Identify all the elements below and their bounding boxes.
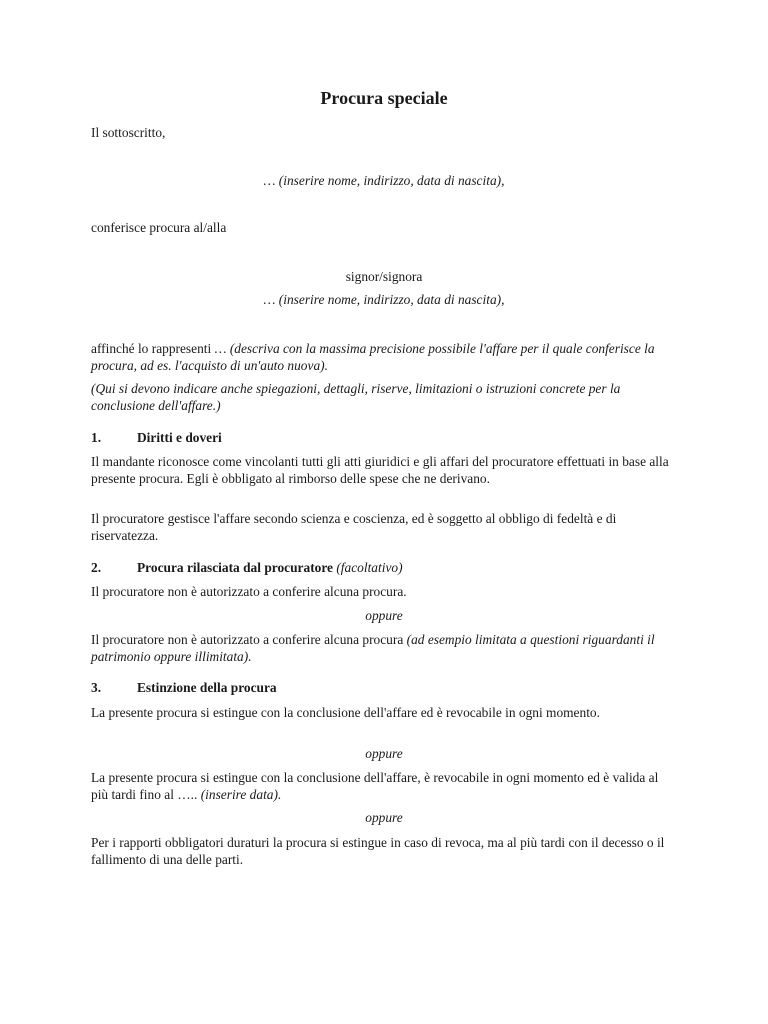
section-1-paragraph-1: Il mandante riconosce come vincolanti tutti gli atti giuridici e gli affari del procuratore effettuati in base alla presente procura. Egli è obbligato al rimborso delle spese che ne derivano. [91, 454, 669, 486]
note-paragraph: (Qui si devono indicare anche spiegazioni, dettagli, riserve, limitazioni o istruzioni concrete per la conclusione dell'affare.) [91, 381, 621, 413]
section-3-paragraph-2-note: (inserire data). [200, 786, 282, 802]
section-3-number: 3. [91, 680, 102, 695]
placeholder-person-2: … (inserire nome, indirizzo, data di nascita), [263, 292, 505, 307]
signor-label: signor/signora [345, 269, 423, 284]
affinche-paragraph [91, 341, 677, 374]
section-2-paragraph-2 [91, 632, 677, 665]
section-3-paragraph-2-lead: La presente procura si estingue con la conclusione dell'affare, è revocabile in ogni momento ed è valida al più tardi fino al ….. [91, 770, 659, 802]
document-title: Procura speciale [320, 88, 448, 108]
intro-text: Il sottoscritto, [91, 125, 166, 140]
section-2-title-note: (facoltativo) [333, 560, 403, 575]
section-2-number: 2. [91, 560, 102, 575]
section-3-paragraph-1: La presente procura si estingue con la conclusione dell'affare ed è revocabile in ogni momento. [91, 705, 600, 720]
section-2-paragraph-2-lead: Il procuratore non è autorizzato a conferire alcuna procura [91, 632, 407, 647]
section-1-heading [91, 430, 677, 447]
section-2-oppure: oppure [365, 608, 403, 623]
confers-text: conferisce procura al/alla [91, 220, 227, 235]
placeholder-person-1: … (inserire nome, indirizzo, data di nascita), [263, 173, 505, 188]
section-3-paragraph-3: Per i rapporti obbligatori duraturi la procura si estingue in caso di revoca, ma al più tardi con il decesso o il fallimento di una delle parti. [91, 835, 665, 867]
affinche-description: … (descriva con la massima precisione possibile l'affare per il quale conferisce la procura, ad es. l'acquisto di un'auto nuova). [91, 341, 655, 373]
section-2-title: Procura rilasciata dal procuratore [137, 560, 333, 575]
section-3-paragraph-2 [91, 770, 677, 803]
section-3-heading [91, 680, 677, 697]
section-2-paragraph-2-note: (ad esempio limitata a questioni riguardanti il patrimonio oppure illimitata). [91, 632, 655, 664]
section-3-oppure-1: oppure [365, 746, 403, 761]
section-2-heading [91, 560, 677, 577]
section-2-paragraph-1: Il procuratore non è autorizzato a conferire alcuna procura. [91, 584, 407, 599]
section-1-paragraph-2: Il procuratore gestisce l'affare secondo scienza e coscienza, ed è soggetto al obbligo di fedeltà e di riservatezza. [91, 511, 617, 543]
section-1-title: Diritti e doveri [137, 430, 222, 445]
section-1-number: 1. [91, 430, 102, 445]
affinche-lead: affinché lo rappresenti [91, 341, 215, 356]
section-3-oppure-2: oppure [365, 810, 403, 825]
section-3-title: Estinzione della procura [137, 680, 277, 695]
